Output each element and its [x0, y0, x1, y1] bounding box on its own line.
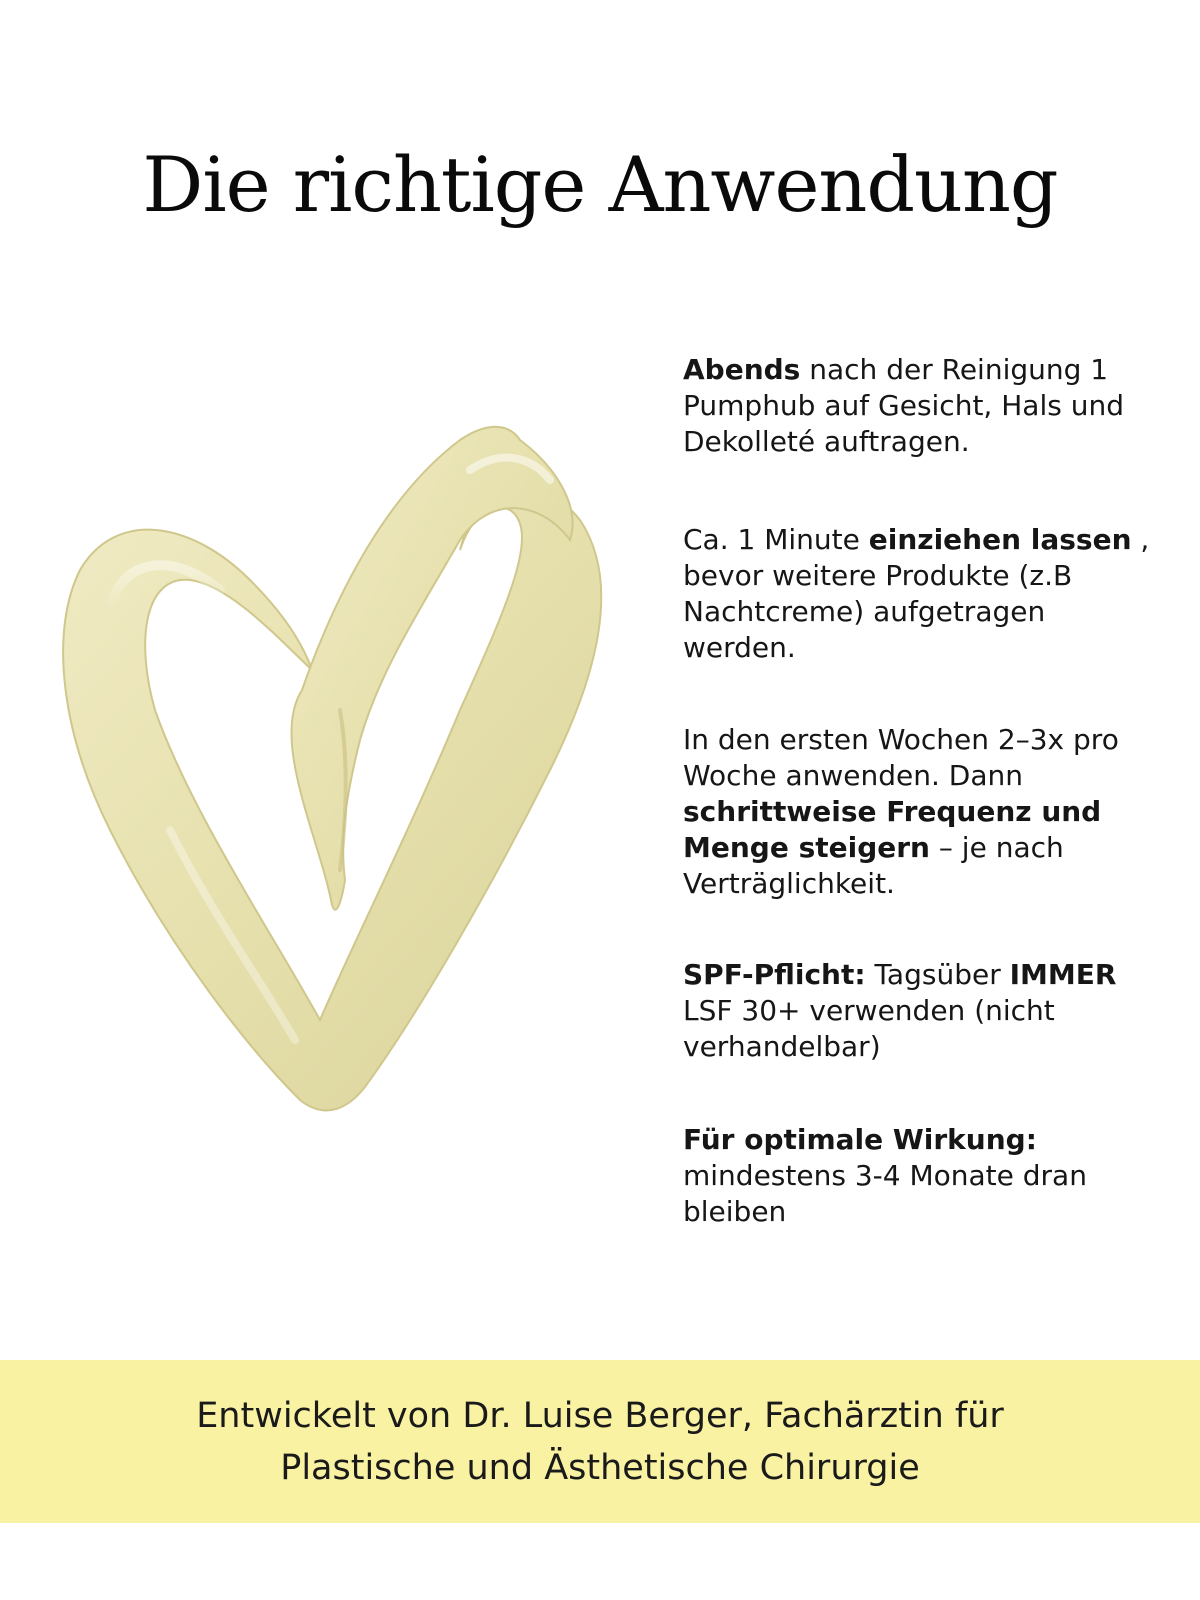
step-5-post: mindestens 3-4 Monate dran bleiben — [683, 1159, 1087, 1228]
step-3-post: – je nach Verträglichkeit. — [683, 831, 1064, 900]
step-4-bold2: IMMER — [1009, 958, 1117, 991]
step-2-post: , bevor weitere Produkte (z.B Nachtcreme) aufgetragen werden. — [683, 523, 1150, 664]
step-1-text: nach der Reinigung 1 Pumphub auf Gesicht, Hals und Dekolleté auftragen. — [683, 353, 1124, 458]
instruction-step-4 — [683, 957, 1153, 1065]
step-4-bold: SPF-Pflicht: — [683, 958, 866, 991]
instruction-step-2 — [683, 522, 1153, 666]
instruction-step-1 — [683, 352, 1153, 460]
heart-cream-swirl-icon — [40, 410, 640, 1130]
step-5-bold: Für optimale Wirkung: — [683, 1123, 1037, 1156]
footer-banner — [0, 1360, 1200, 1523]
instruction-step-5 — [683, 1122, 1153, 1230]
step-3-pre: In den ersten Wochen 2–3x pro Woche anwenden. Dann — [683, 723, 1119, 792]
step-2-pre: Ca. 1 Minute — [683, 523, 869, 556]
page-title: Die richtige Anwendung — [142, 140, 1058, 229]
step-4-post: LSF 30+ verwenden (nicht verhandelbar) — [683, 994, 1055, 1063]
footer-line-2: Plastische und Ästhetische Chirurgie — [280, 1447, 920, 1488]
step-1-bold: Abends — [683, 353, 801, 386]
step-3-bold: schrittweise Frequenz und Menge steigern — [683, 795, 1102, 864]
instruction-step-3 — [683, 722, 1153, 902]
step-2-bold: einziehen lassen — [868, 523, 1132, 556]
step-4-mid: Tagsüber — [865, 958, 1010, 991]
footer-line-1: Entwickelt von Dr. Luise Berger, Fachärztin für — [196, 1395, 1004, 1436]
